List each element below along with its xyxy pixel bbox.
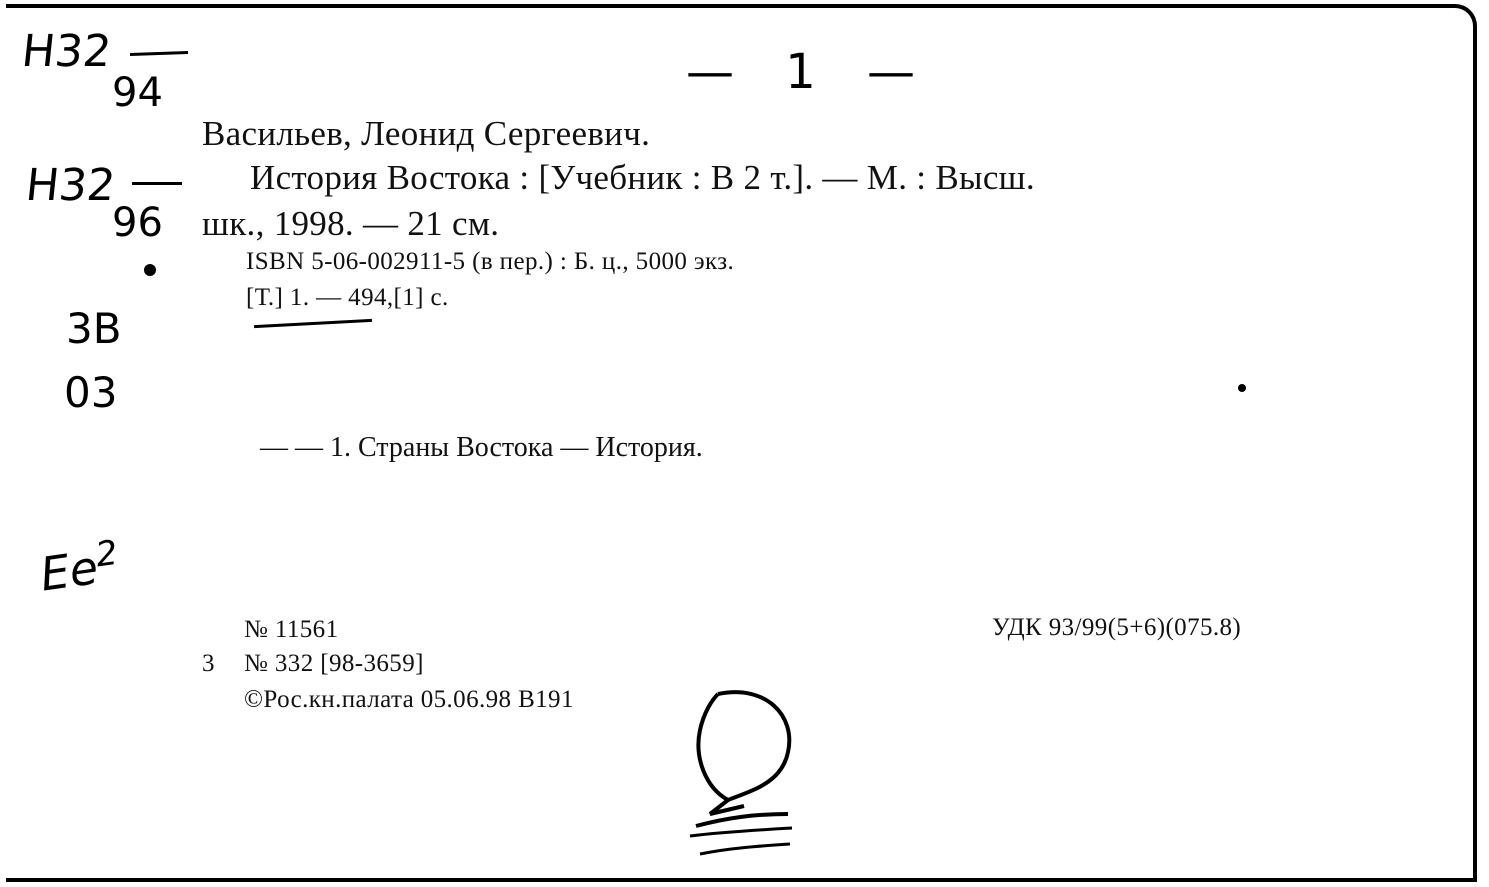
handwritten-code-1: 3В [66, 304, 122, 353]
subject-heading: — — 1. Страны Востока — История. [260, 432, 703, 463]
handwritten-code-2: 03 [64, 368, 118, 417]
author-heading: Васильев, Леонид Сергеевич. [202, 114, 651, 153]
card-number: — 1 — [686, 44, 934, 100]
number-prefix: 3 [202, 650, 215, 677]
register-number: № 332 [98-3659] [244, 650, 424, 677]
shelf-mark-1-bottom: 94 [112, 70, 163, 116]
shelf-mark-1-top: Н32 [19, 26, 114, 77]
accession-number: № 11561 [244, 616, 339, 643]
signature-scribble [6, 8, 1477, 882]
title-line-2: шк., 1998. — 21 см. [202, 204, 500, 243]
catalog-card [6, 4, 1477, 882]
isbn-line: ISBN 5-06-002911-5 (в пер.) : Б. ц., 5000 экз. [246, 248, 735, 275]
shelf-mark-2-bottom: 96 [112, 200, 163, 246]
title-line-1: История Востока : [Учебник : В 2 т.]. — М. : Высш. [250, 158, 1035, 197]
copyright-line: ©Рос.кн.палата 05.06.98 В191 [244, 686, 574, 713]
handwritten-mark-superscript: 2 [93, 532, 121, 576]
volume-line: [Т.] 1. — 494,[1] с. [246, 284, 449, 311]
udk-code: УДК 93/99(5+6)(075.8) [992, 614, 1242, 641]
handwritten-mark-text: Ее [36, 540, 102, 602]
shelf-mark-2-top: Н32 [23, 160, 118, 211]
